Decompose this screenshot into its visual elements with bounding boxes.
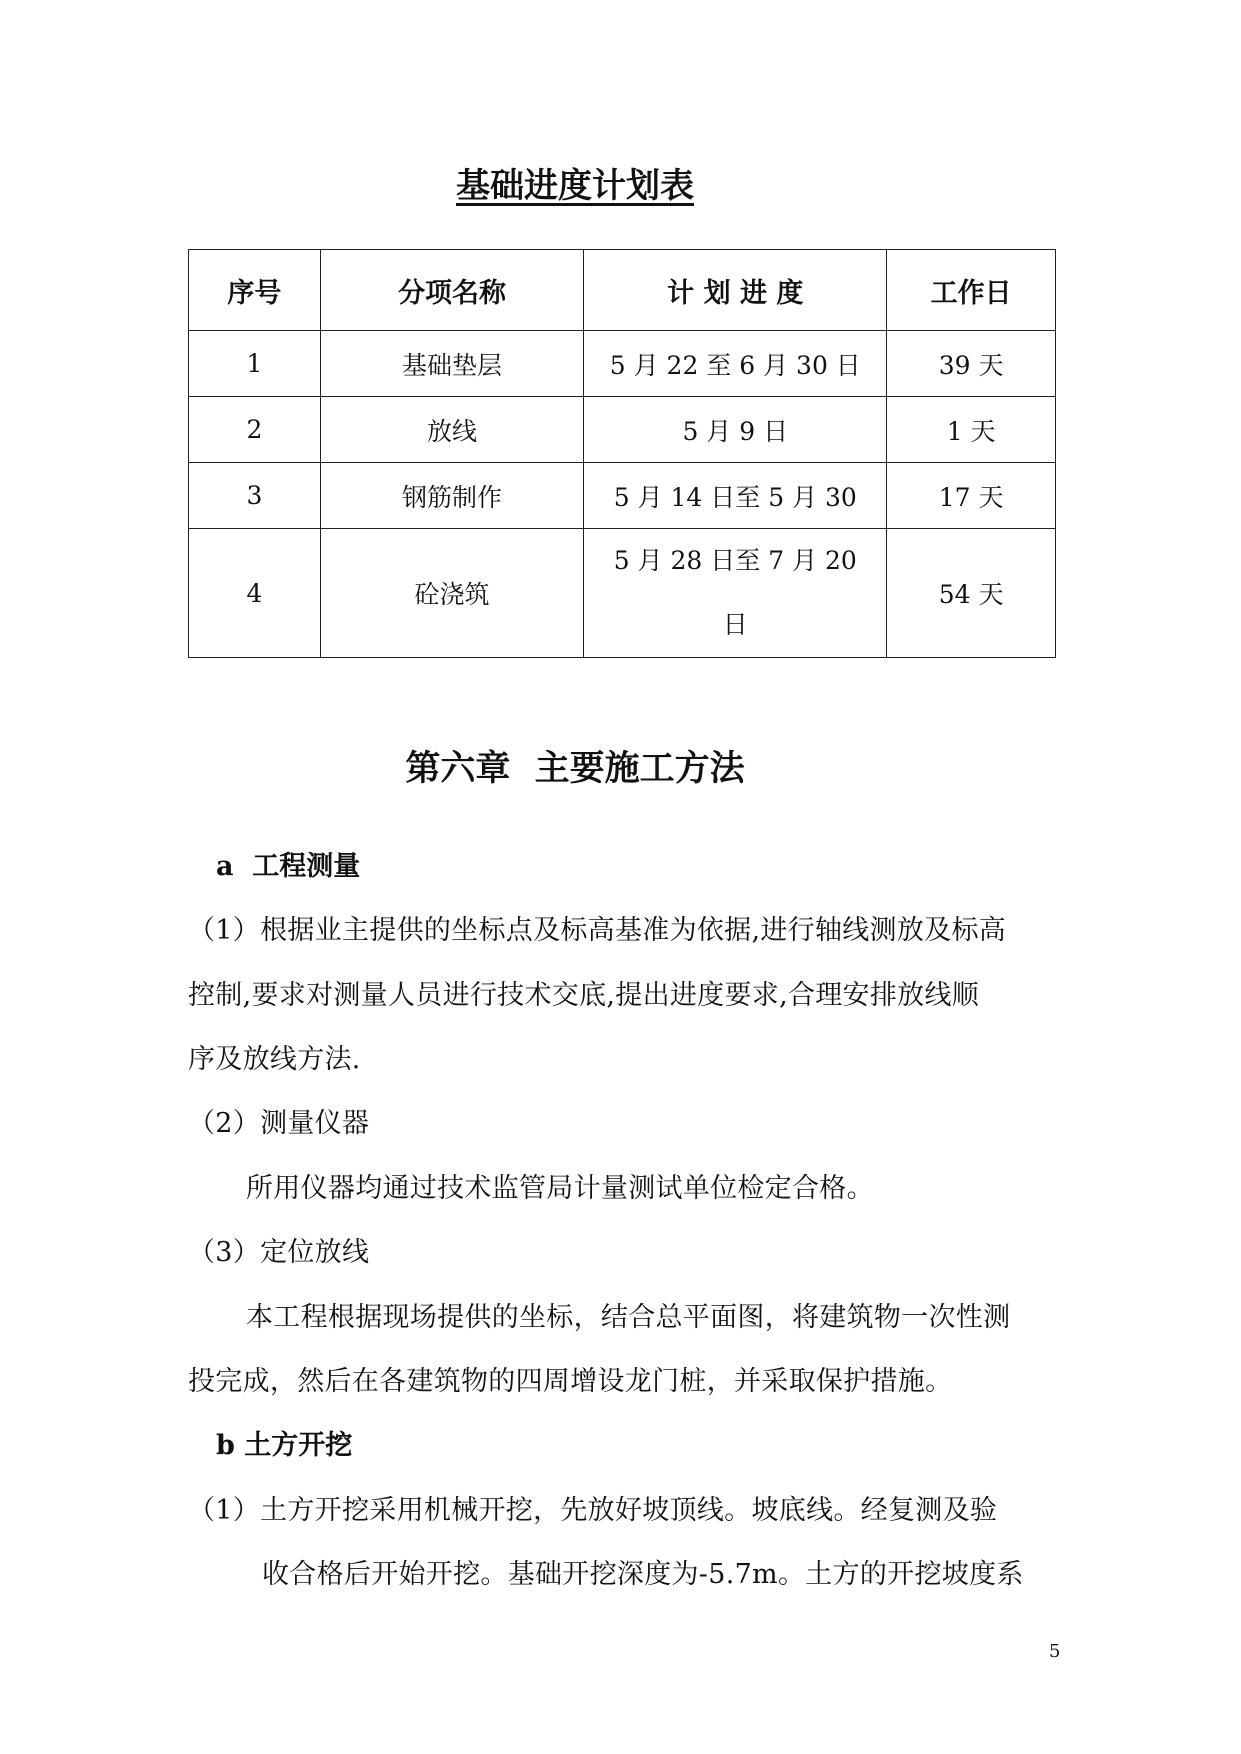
cell-name: 放线 bbox=[320, 397, 584, 463]
cell-days: 1 天 bbox=[887, 397, 1056, 463]
section-a-p3-heading: （3）定位放线 bbox=[188, 1237, 370, 1268]
cell-schedule: 5 月 22 至 6 月 30 日 bbox=[584, 331, 887, 397]
table-row bbox=[189, 529, 1056, 658]
section-a-p2-text: 所用仪器均通过技术监管局计量测试单位检定合格。 bbox=[246, 1173, 874, 1204]
cell-days: 17 天 bbox=[887, 463, 1056, 529]
table-row bbox=[189, 397, 1056, 463]
section-a-p1-line1: （1）根据业主提供的坐标点及标高基准为依据,进行轴线测放及标高 bbox=[188, 915, 1007, 946]
cell-no: 4 bbox=[189, 529, 321, 658]
section-a-p1-line3: 序及放线方法. bbox=[188, 1044, 361, 1075]
cell-name: 砼浇筑 bbox=[320, 529, 584, 658]
header-no: 序号 bbox=[189, 250, 321, 331]
cell-name: 基础垫层 bbox=[320, 331, 584, 397]
section-a-p2-heading: （2）测量仪器 bbox=[188, 1108, 370, 1139]
cell-no: 1 bbox=[189, 331, 321, 397]
table-title: 基础进度计划表 bbox=[456, 166, 694, 206]
section-a-heading: a 工程测量 bbox=[216, 851, 361, 882]
page-number: 5 bbox=[1049, 1641, 1061, 1662]
section-a-p1-line2: 控制,要求对测量人员进行技术交底,提出进度要求,合理安排放线顺 bbox=[188, 980, 980, 1011]
section-a-p3-line2: 投完成，然后在各建筑物的四周增设龙门桩，并采取保护措施。 bbox=[188, 1366, 953, 1397]
cell-schedule bbox=[584, 529, 887, 658]
cell-days: 54 天 bbox=[887, 529, 1056, 658]
cell-schedule-text: 5 月 28 日至 7 月 20 日 bbox=[613, 546, 857, 639]
table-row bbox=[189, 463, 1056, 529]
cell-name: 钢筋制作 bbox=[320, 463, 584, 529]
section-a-p3-line1: 本工程根据现场提供的坐标，结合总平面图，将建筑物一次性测 bbox=[246, 1302, 1011, 1333]
cell-no: 3 bbox=[189, 463, 321, 529]
cell-days: 39 天 bbox=[887, 331, 1056, 397]
chapter-title: 第六章 主要施工方法 bbox=[405, 748, 745, 789]
section-b-p1-line2: 收合格后开始开挖。基础开挖深度为-5.7m。土方的开挖坡度系 bbox=[262, 1559, 1024, 1590]
cell-schedule: 5 月 14 日至 5 月 30 bbox=[584, 463, 887, 529]
header-schedule: 计 划 进 度 bbox=[584, 250, 887, 331]
cell-schedule: 5 月 9 日 bbox=[584, 397, 887, 463]
schedule-table bbox=[188, 249, 1056, 658]
header-name: 分项名称 bbox=[320, 250, 584, 331]
cell-no: 2 bbox=[189, 397, 321, 463]
section-b-p1-line1: （1）土方开挖采用机械开挖，先放好坡顶线。坡底线。经复测及验 bbox=[188, 1495, 998, 1526]
section-b-heading: b 土方开挖 bbox=[216, 1430, 353, 1461]
header-days: 工作日 bbox=[887, 250, 1056, 331]
table-row bbox=[189, 331, 1056, 397]
table-header-row bbox=[189, 250, 1056, 331]
